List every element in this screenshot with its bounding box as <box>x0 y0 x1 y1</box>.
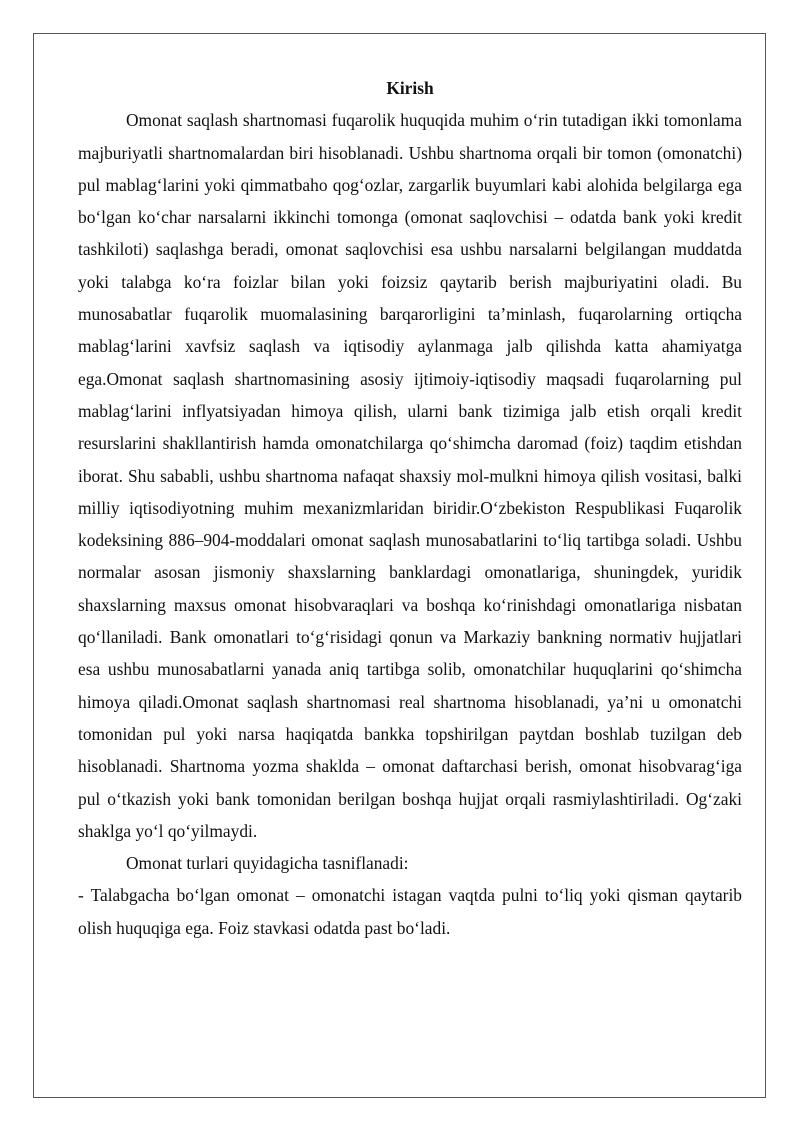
document-title: Kirish <box>386 78 434 98</box>
paragraph-intro: Omonat saqlash shartnomasi fuqarolik huquqida muhim o‘rin tutadigan ikki tomonlama majburiyatli shartnomalardan biri hisoblanadi. Ushbu shartnoma orqali bir tomon (omonatchi) pul mablag‘larini yoki qimmatbaho qog‘ozlar, zargarlik buyumlari kabi alohida belgilarga ega bo‘lgan ko‘char narsalarni ikkinchi tomonga (omonat saqlovchisi – odatda bank yoki kredit tashkiloti) saqlashga beradi, omonat saqlovchisi esa ushbu narsalarni belgilangan muddatda yoki talabga ko‘ra foizlar bilan yoki foizsiz qaytarib berish majburiyatini oladi. Bu munosabatlar fuqarolik muomalasining barqarorligini ta’minlash, fuqarolarning ortiqcha mablag‘larini xavfsiz saqlash va iqtisodiy aylanmaga jalb qilishda katta ahamiyatga ega.Omonat saqlash shartnomasining asosiy ijtimoiy-iqtisodiy maqsadi fuqarolarning pul mablag‘larini inflyatsiyadan himoya qilish, ularni bank tizimiga jalb etish orqali kredit resurslarini shakllantirish hamda omonatchilarga qo‘shimcha daromad (foiz) taqdim etishdan iborat. Shu sababli, ushbu shartnoma nafaqat shaxsiy mol-mulkni himoya qilish vositasi, balki milliy iqtisodiyotning muhim mexanizmlaridan biridir.O‘zbekiston Respublikasi Fuqarolik kodeksining 886–904-moddalari omonat saqlash munosabatlarini to‘liq tartibga soladi. Ushbu normalar asosan jismoniy shaxslarning banklardagi omonatlariga, shuningdek, yuridik shaxslarning maxsus omonat hisobvaraqlari va boshqa ko‘rinishdagi omonatlariga nisbatan qo‘llaniladi. Bank omonatlari to‘g‘risidagi qonun va Markaziy bankning normativ hujjatlari esa ushbu munosabatlarni yanada aniq tartibga solib, omonatchilar huquqlarini qo‘shimcha himoya qiladi.Omonat saqlash shartnomasi real shartnoma hisoblanadi, ya’ni u omonatchi tomonidan pul yoki narsa haqiqatda bankka topshirilgan paytdan boshlab tuzilgan deb hisoblanadi. Shartnoma yozma shaklda – omonat daftarchasi berish, omonat hisobvarag‘iga pul o‘tkazish yoki bank tomonidan berilgan boshqa hujjat orqali rasmiylashtiriladi. Og‘zaki shaklga yo‘l qo‘yilmaydi. <box>78 110 742 841</box>
document-body <box>78 72 742 944</box>
paragraph-types-heading: Omonat turlari quyidagicha tasniflanadi: <box>126 853 409 874</box>
list-item-demand-deposit: - Talabgacha bo‘lgan omonat – omonatchi istagan vaqtda pulni to‘liq yoki qisman qaytarib olish huquqiga ega. Foiz stavkasi odatda past bo‘ladi. <box>78 885 742 938</box>
